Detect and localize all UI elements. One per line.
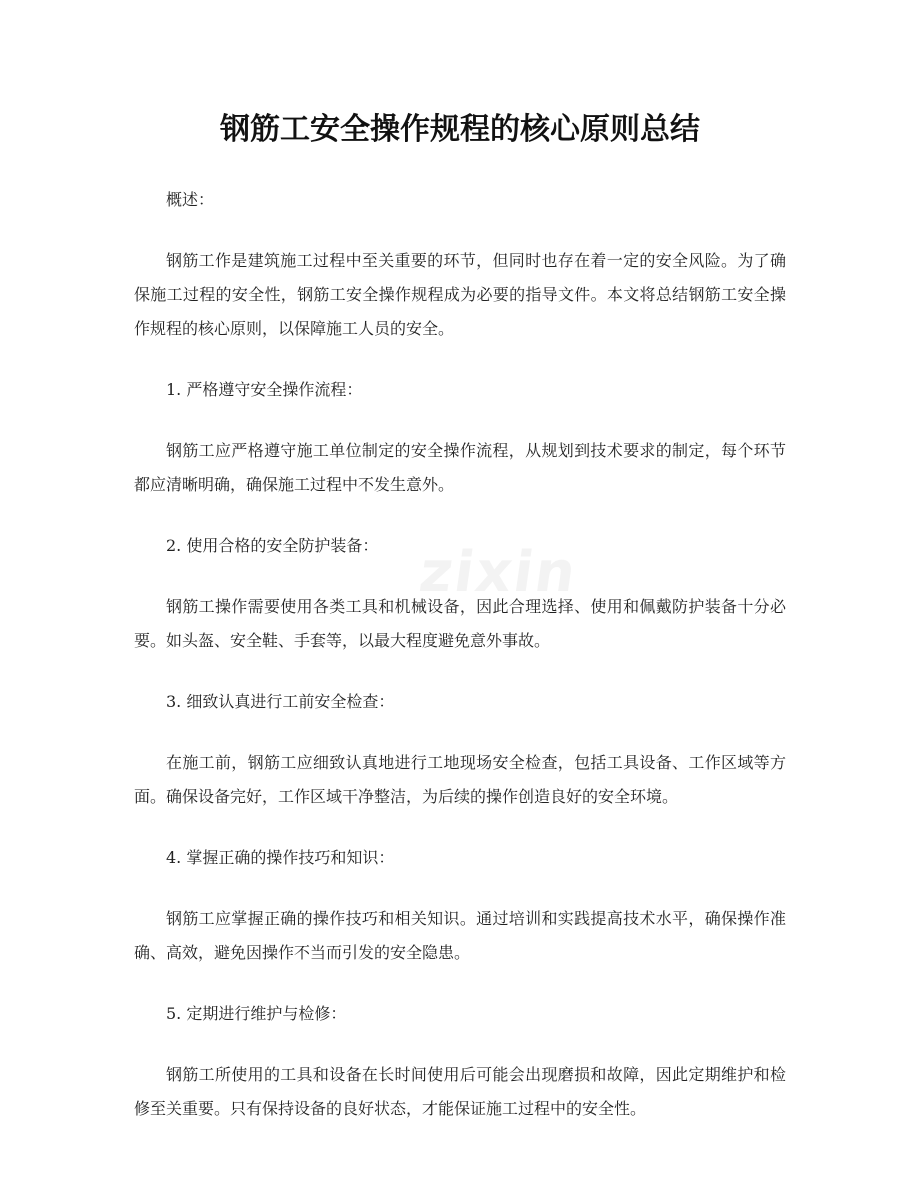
section-4-heading: 4. 掌握正确的操作技巧和知识：: [166, 848, 395, 867]
section-2-heading: 2. 使用合格的安全防护装备：: [166, 536, 379, 555]
watermark: zixin: [415, 540, 582, 605]
section-1-paragraph: 钢筋工应严格遵守施工单位制定的安全操作流程，从规划到技术要求的制定，每个环节都应清晰明确，确保施工过程中不发生意外。: [134, 441, 786, 494]
section-5-paragraph: 钢筋工所使用的工具和设备在长时间使用后可能会出现磨损和故障，因此定期维护和检修至关重要。只有保持设备的良好状态，才能保证施工过程中的安全性。: [134, 1065, 786, 1118]
section-2-paragraph: 钢筋工操作需要使用各类工具和机械设备，因此合理选择、使用和佩戴防护装备十分必要。如头盔、安全鞋、手套等，以最大程度避免意外事故。: [134, 597, 786, 650]
overview-paragraph: 钢筋工作是建筑施工过程中至关重要的环节，但同时也存在着一定的安全风险。为了确保施工过程的安全性，钢筋工安全操作规程成为必要的指导文件。本文将总结钢筋工安全操作规程的核心原则，以保障施工人员的安全。: [134, 251, 786, 338]
section-5-heading: 5. 定期进行维护与检修：: [166, 1004, 347, 1023]
document-title: 钢筋工安全操作规程的核心原则总结: [220, 112, 700, 147]
overview-heading: 概述：: [166, 190, 215, 209]
section-3-paragraph: 在施工前，钢筋工应细致认真地进行工地现场安全检查，包括工具设备、工作区域等方面。确保设备完好，工作区域干净整洁，为后续的操作创造良好的安全环境。: [134, 753, 786, 806]
document-body: [134, 183, 786, 1153]
section-3-heading: 3. 细致认真进行工前安全检查：: [166, 692, 395, 711]
section-1-heading: 1. 严格遵守安全操作流程：: [166, 380, 363, 399]
section-4-paragraph: 钢筋工应掌握正确的操作技巧和相关知识。通过培训和实践提高技术水平，确保操作准确、高效，避免因操作不当而引发的安全隐患。: [134, 909, 786, 962]
